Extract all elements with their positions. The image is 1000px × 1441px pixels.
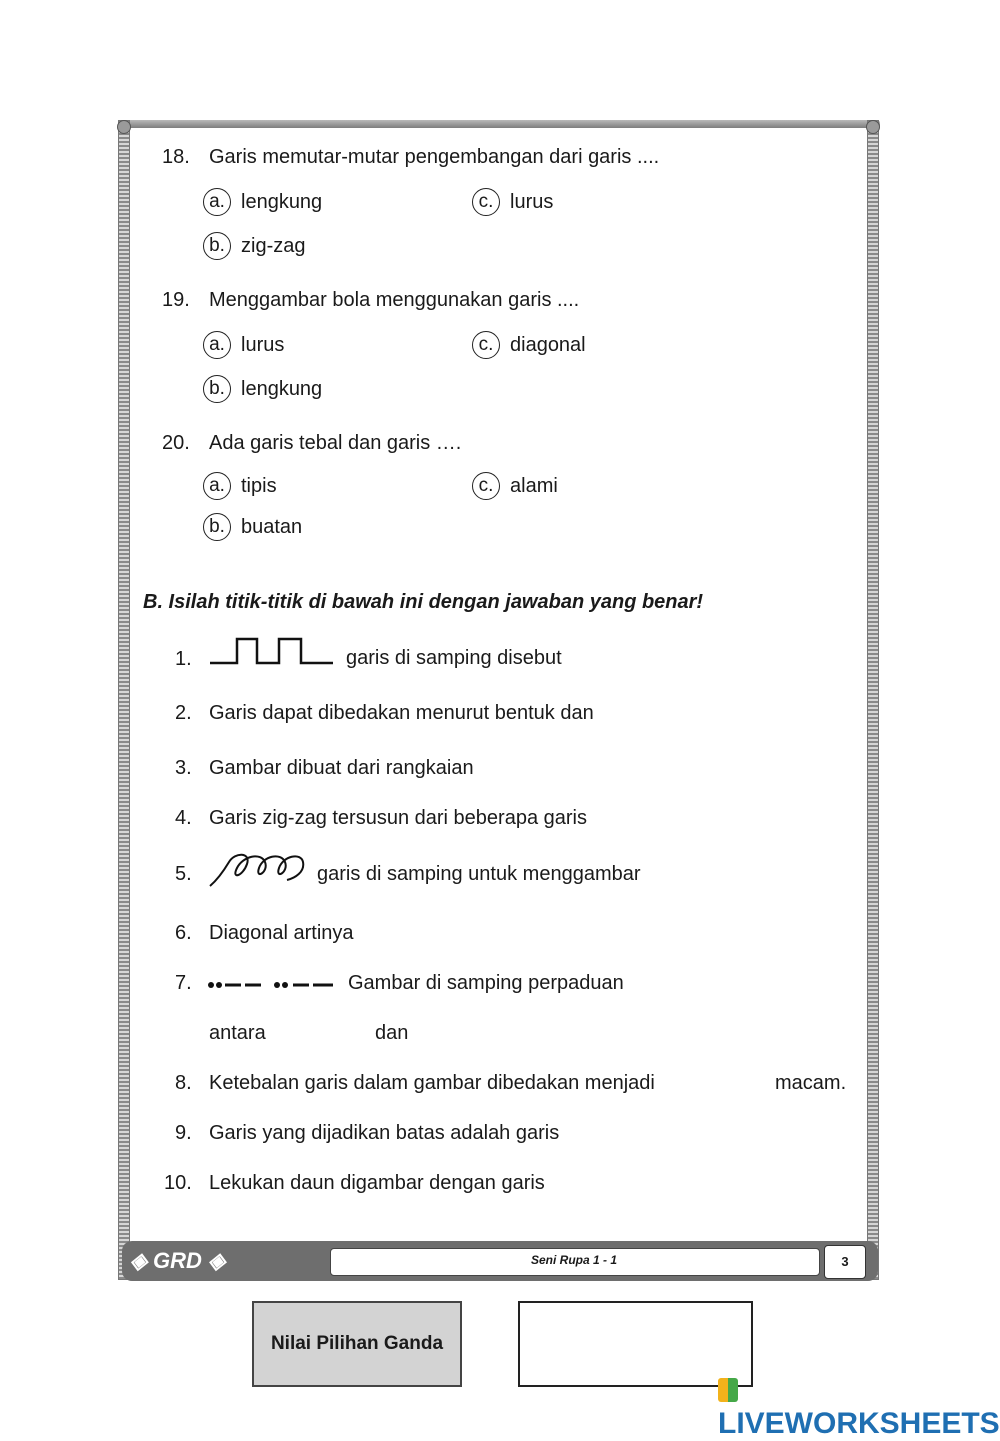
option-letter: a. [203, 331, 231, 359]
item-text: garis di samping untuk menggambar [317, 863, 641, 885]
item-number: 9. [175, 1122, 192, 1144]
option-letter: b. [203, 513, 231, 541]
question-text: Ada garis tebal dan garis …. [209, 432, 462, 454]
question-number: 19. [162, 289, 190, 311]
option-text: alami [510, 474, 558, 497]
option-c[interactable] [472, 331, 586, 359]
item-number: 1. [175, 648, 192, 670]
section-b-heading: B. Isilah titik-titik di bawah ini dengan jawaban yang benar! [143, 591, 704, 613]
square-wave-line-icon [209, 636, 335, 666]
option-c[interactable] [472, 188, 553, 216]
option-letter: c. [472, 331, 500, 359]
option-text: diagonal [510, 333, 586, 356]
logo-text: GRD [153, 1248, 202, 1273]
item-number: 10. [164, 1172, 192, 1194]
option-text: tipis [241, 474, 277, 497]
liveworksheets-brand [718, 1373, 1000, 1441]
option-letter: b. [203, 375, 231, 403]
option-a[interactable] [203, 472, 277, 500]
item-text: Garis dapat dibedakan menurut bentuk dan [209, 702, 594, 724]
option-letter: a. [203, 188, 231, 216]
page-number: 3 [824, 1245, 866, 1279]
option-text: buatan [241, 515, 303, 538]
score-label-box [252, 1301, 462, 1387]
item-text: Garis zig-zag tersusun dari beberapa garis [209, 807, 587, 829]
bolt-icon [866, 120, 880, 134]
item-text-continuation: antara [209, 1022, 266, 1044]
option-text: lurus [510, 190, 554, 213]
item-number: 6. [175, 922, 192, 944]
item-number: 2. [175, 702, 192, 724]
brand-name: LIVEWORKSHEETS [718, 1407, 1000, 1440]
left-binding-rail [118, 120, 130, 1280]
option-b[interactable] [203, 513, 302, 541]
item-number: 4. [175, 807, 192, 829]
option-letter: b. [203, 232, 231, 260]
item-text: garis di samping disebut [346, 647, 562, 669]
diamond-icon: ◈ [130, 1248, 147, 1273]
option-c[interactable] [472, 472, 558, 500]
question-number: 18. [162, 146, 190, 168]
option-b[interactable] [203, 375, 322, 403]
option-letter: c. [472, 472, 500, 500]
dash-dot-line-icon [207, 976, 337, 992]
question-text: Garis memutar-mutar pengembangan dari garis .... [209, 146, 660, 168]
item-text: Gambar dibuat dari rangkaian [209, 757, 474, 779]
item-text: Diagonal artinya [209, 922, 354, 944]
item-number: 5. [175, 863, 192, 885]
spiral-line-icon [207, 850, 307, 890]
right-binding-rail [867, 120, 879, 1280]
diamond-icon: ◈ [208, 1248, 225, 1273]
question-number: 20. [162, 432, 190, 454]
option-text: zig-zag [241, 234, 306, 257]
item-number: 8. [175, 1072, 192, 1094]
liveworksheets-logo-icon [718, 1378, 738, 1402]
frame-top-bar [120, 120, 880, 128]
item-text: Lekukan daun digambar dengan garis [209, 1172, 545, 1194]
item-text: Garis yang dijadikan batas adalah garis [209, 1122, 560, 1144]
item-text: Gambar di samping perpaduan [348, 972, 624, 994]
item-text: Ketebalan garis dalam gambar dibedakan menjadi [209, 1072, 655, 1094]
question-text: Menggambar bola menggunakan garis .... [209, 289, 580, 311]
option-text: lengkung [241, 377, 323, 400]
item-number: 7. [175, 972, 192, 994]
item-text-continuation: dan [375, 1022, 409, 1044]
option-a[interactable] [203, 331, 284, 359]
option-b[interactable] [203, 232, 305, 260]
option-text: lengkung [241, 190, 323, 213]
item-number: 3. [175, 757, 192, 779]
option-text: lurus [241, 333, 285, 356]
bolt-icon [117, 120, 131, 134]
option-letter: c. [472, 188, 500, 216]
footer-logo [130, 1246, 260, 1276]
option-a[interactable] [203, 188, 322, 216]
footer-subject: Seni Rupa 1 - 1 [530, 1253, 618, 1267]
item-suffix: macam. [775, 1072, 847, 1094]
option-letter: a. [203, 472, 231, 500]
score-label: Nilai Pilihan Ganda [270, 1333, 444, 1354]
